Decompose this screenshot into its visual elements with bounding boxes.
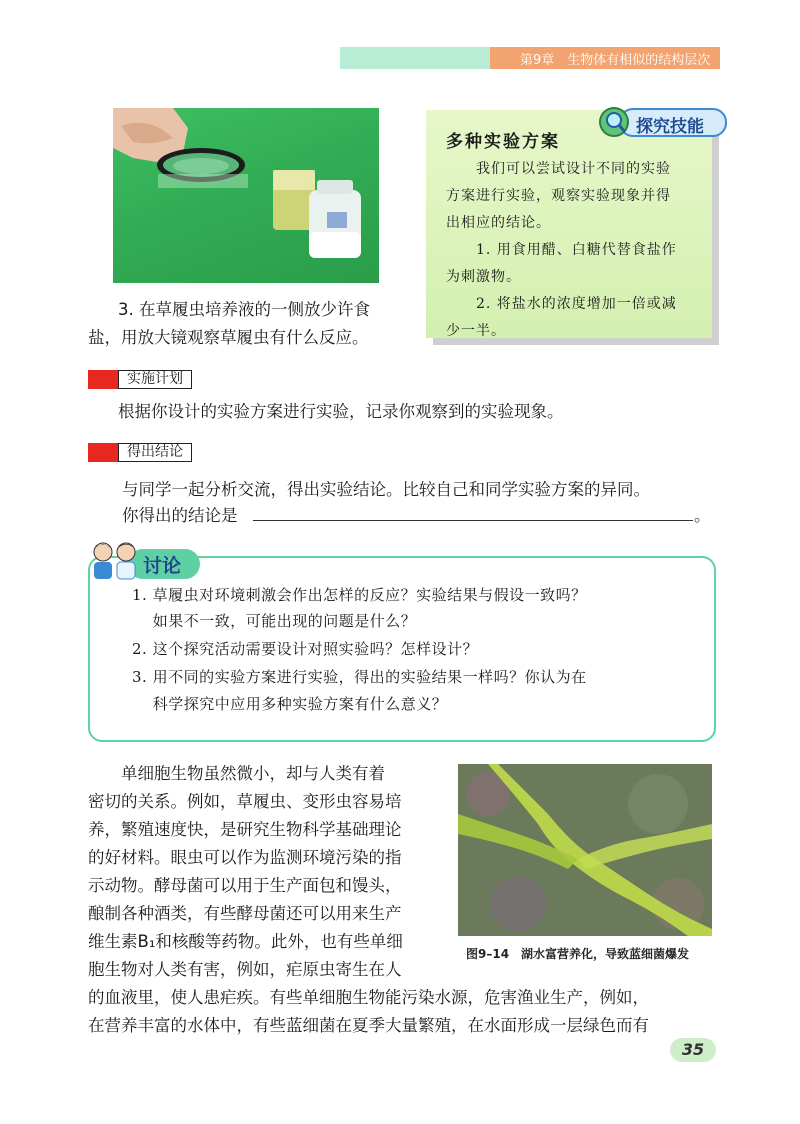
section-marker	[88, 443, 118, 462]
algae-bloom-photo	[458, 764, 712, 936]
skill-line: 1. 用食用醋、白糖代替食盐作	[446, 242, 677, 258]
discussion-item: 3. 用不同的实验方案进行实验，得出的实验结果一样吗？你认为在	[132, 668, 587, 686]
step3-line2: 盐，用放大镜观察草履虫有什么反应。	[88, 328, 369, 347]
paragraph-line: 示动物。酵母菌可以用于生产面包和馒头，	[88, 876, 402, 895]
section-title: 实施计划	[118, 370, 192, 389]
skill-line: 我们可以尝试设计不同的实验	[446, 161, 671, 177]
figure-caption: 图9–14 湖水富营养化，导致蓝细菌爆发	[466, 947, 690, 961]
conclude-text: 与同学一起分析交流，得出实验结论。比较自己和同学实验方案的异同。	[122, 480, 650, 499]
discussion-item: 2. 这个探究活动需要设计对照实验吗？怎样设计？	[132, 640, 479, 658]
skill-line: 为刺激物。	[446, 269, 521, 285]
paragraph-line: 维生素B₁和核酸等药物。此外，也有些单细	[88, 932, 403, 951]
discussion-item: 如果不一致，可能出现的问题是什么？	[132, 612, 417, 630]
paragraph-line: 养，繁殖速度快，是研究生物科学基础理论	[88, 820, 402, 839]
skill-line: 出相应的结论。	[446, 215, 551, 231]
skill-line: 方案进行实验，观察实验现象并得	[446, 188, 671, 204]
implement-text: 根据你设计的实验方案进行实验，记录你观察到的实验现象。	[118, 402, 564, 421]
discussion-item: 科学探究中应用多种实验方案有什么意义？	[132, 695, 448, 713]
header-band-light	[340, 47, 490, 69]
paragraph-line: 酿制各种酒类，有些酵母菌还可以用来生产	[88, 904, 402, 923]
section-marker	[88, 370, 118, 389]
paragraph-line: 的好材料。眼虫可以作为监测环境污染的指	[88, 848, 402, 867]
paragraph-line: 密切的关系。例如，草履虫、变形虫容易培	[88, 792, 402, 811]
skill-badge-label: 探究技能	[636, 117, 704, 137]
step3-line1: 3. 在草履虫培养液的一侧放少许食	[118, 300, 370, 319]
discussion-item: 1. 草履虫对环境刺激会作出怎样的反应？实验结果与假设一致吗？	[132, 586, 587, 604]
paragraph-line: 的血液里，使人患疟疾。有些单细胞生物能污染水源，危害渔业生产，例如，	[88, 988, 649, 1007]
paragraph-line: 在营养丰富的水体中，有些蓝细菌在夏季大量繁殖，在水面形成一层绿色而有	[88, 1016, 649, 1035]
chapter-title: 第9章 生物体有相似的结构层次	[520, 53, 711, 68]
answer-blank-line	[253, 520, 693, 521]
magnifier-illustration	[113, 108, 379, 283]
skill-line: 少一半。	[446, 323, 506, 339]
algae-bloom-illustration	[458, 764, 712, 936]
paragraph-line: 胞生物对人类有害，例如，疟原虫寄生在人	[88, 960, 402, 979]
page-number: 35	[670, 1038, 716, 1062]
students-icon	[90, 540, 144, 580]
paragraph-line: 单细胞生物虽然微小，却与人类有着	[88, 764, 385, 783]
skill-box-text	[446, 156, 700, 345]
skill-line: 2. 将盐水的浓度增加一倍或减	[446, 296, 677, 312]
section-title: 得出结论	[118, 443, 192, 462]
conclude-prompt: 你得出的结论是	[122, 506, 238, 525]
conclude-end: 。	[694, 506, 711, 525]
discussion-label: 讨论	[143, 555, 182, 577]
magnifier-photo	[113, 108, 379, 283]
skill-box-title: 多种实验方案	[446, 132, 560, 152]
